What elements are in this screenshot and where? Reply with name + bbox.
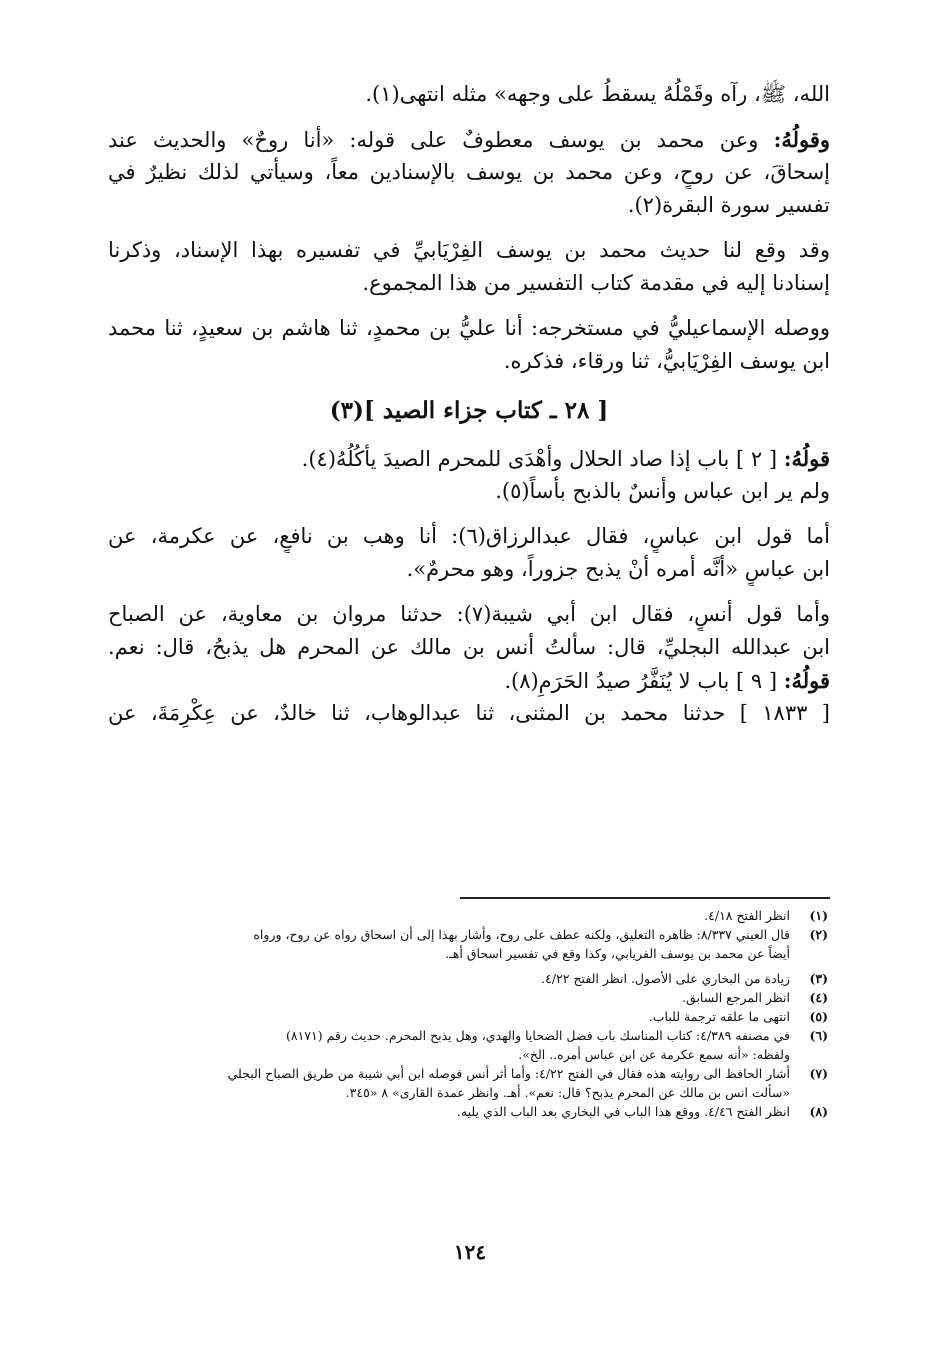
footnote xyxy=(105,988,828,1007)
footnote xyxy=(105,1007,828,1026)
footnote-number: (١) xyxy=(809,908,828,923)
footnote-continuation: أيضاً عن محمد بن يوسف الفريابي، وكذا وقع في تفسير اسحاق أهـ. xyxy=(445,946,790,961)
footnote-number: (٢) xyxy=(809,927,828,942)
main-text xyxy=(108,78,830,730)
footnote-text: انتهى ما علقه ترجمة للباب. xyxy=(648,1009,790,1024)
footnote xyxy=(105,1102,828,1121)
text-line: [ ١٨٣٣ ] حدثنا محمد بن المثنى، ثنا عبدالوهاب، ثنا خالدٌ، عن عِكْرِمَةَ، عن xyxy=(108,701,830,725)
footnote-number: (٥) xyxy=(809,1009,828,1024)
footnote-number: (٨) xyxy=(809,1104,828,1119)
text-fragment: [ ٢ ] باب إذا صاد الحلال وأهْدَى للمحرم الصيدَ يأكُلُهُ(٤). xyxy=(301,447,784,471)
footnotes xyxy=(105,906,828,1121)
footnote-text: انظر الفتح ٤/١٨. xyxy=(704,908,790,923)
text-fragment: وعن محمد بن يوسف معطوفٌ على قوله: «أنا روحٌ» والحديث عند xyxy=(108,128,774,152)
footnote-continuation: «سألت انس بن مالك عن المحرم يذبح؟ قال: نعم». أهـ. وانظر عمدة القارى» ٨ «٣٤٥. xyxy=(345,1085,790,1100)
keyword-qawluhu: وقولُهُ: xyxy=(773,127,830,152)
text-line: تفسير سورة البقرة(٢). xyxy=(627,193,830,217)
text-line: الله، ﷺ، رآه وقَمْلُهُ يسقطُ على وجهه» مثله انتهى(١). xyxy=(365,82,830,106)
keyword-qawluhu: قولُهُ: xyxy=(783,446,830,471)
footnote-number: (٣) xyxy=(809,971,828,986)
footnote-text: انظر الفتح ٤/٤٦. ووقع هذا الباب في البخاري بعد الباب الذي يليه. xyxy=(456,1104,790,1119)
text-line xyxy=(108,442,830,475)
footnote xyxy=(105,969,828,988)
chapter-heading: [ ٢٨ ـ كتاب جزاء الصيد ](٣) xyxy=(329,397,609,424)
text-line: ابن عبدالله البجليِّ، قال: سألتُ أنس بن مالك عن المحرم هل يذبحُ، قال: نعم. xyxy=(108,635,830,659)
text-line xyxy=(108,664,830,697)
footnote-number: (٦) xyxy=(809,1028,828,1043)
text-line: إسحاقَ، عن روحٍ، وعن محمد بن يوسف بالإسنادين معاً، وسيأتي لذلك نظيرٌ في xyxy=(108,160,830,184)
text-line: ووصله الإسماعيليُّ في مستخرجه: أنا عليُّ بن محمدٍ، ثنا هاشم بن سعيدٍ، ثنا محمد xyxy=(108,316,830,340)
text-line: وأما قول أنسٍ، فقال ابن أبي شيبة(٧): حدثنا مروان بن معاوية، عن الصباح xyxy=(108,602,830,626)
footnote-separator xyxy=(460,897,830,899)
text-line: ولم ير ابن عباس وأنسٌ بالذبح بأساً(٥). xyxy=(495,479,830,503)
footnote-continuation: ولفظه: «أنه سمع عكرمة عن ابن عباس أمره.. الخ». xyxy=(518,1047,790,1062)
text-line: ابن يوسف الفِرْيَابيُّ، ثنا ورقاء، فذكره. xyxy=(503,349,830,373)
footnote-text: زيادة من البخاري على الأصول. انظر الفتح ٤/٢٢. xyxy=(541,971,790,986)
footnote xyxy=(105,906,828,925)
footnote xyxy=(105,1026,828,1045)
footnote-text: انظر المرجع السابق. xyxy=(682,990,790,1005)
text-line: أما قول ابن عباسٍ، فقال عبدالرزاق(٦): أنا وهب بن نافعٍ، عن عكرمة، عن xyxy=(108,524,830,548)
text-line: ابن عباسٍ «أنَّه أمره أنْ يذبح جزوراً، وهو محرمٌ». xyxy=(406,557,830,581)
text-fragment: [ ٩ ] باب لا يُنَفَّرُ صيدُ الحَرَمِ(٨). xyxy=(504,669,784,693)
footnote-number: (٧) xyxy=(809,1066,828,1081)
footnote xyxy=(105,1064,828,1083)
keyword-qawluhu: قولُهُ: xyxy=(783,668,830,693)
text-line: إسنادنا إليه في مقدمة كتاب التفسير من هذا المجموع. xyxy=(362,271,830,295)
footnote-text: قال العيني ٨/٣٣٧: ظاهره التعليق، ولكنه عطف على روح، وأشار بهذا إلى أن اسحاق رواه عن روح، ورواه xyxy=(253,927,790,942)
footnote xyxy=(105,925,828,944)
page-number: ١٢٤ xyxy=(453,1240,487,1264)
footnote-number: (٤) xyxy=(809,990,828,1005)
text-line xyxy=(108,123,830,156)
footnote-text: في مصنفه ٤/٣٨٩: كتاب المناسك باب فضل الضحايا والهدي، وهل يذبح المحرم. حديث رقم (٨١٧١) xyxy=(285,1028,790,1043)
text-line: وقد وقع لنا حديث محمد بن يوسف الفِرْيَابيِّ في تفسيره بهذا الإسناد، وذكرنا xyxy=(108,238,830,262)
footnote-text: أشار الحافظ الى روايته هذه فقال في الفتح ٤/٢٢: وأما أثر أنس فوصله ابن أبي شيبة من طريق الصباح البجلي xyxy=(227,1066,790,1081)
